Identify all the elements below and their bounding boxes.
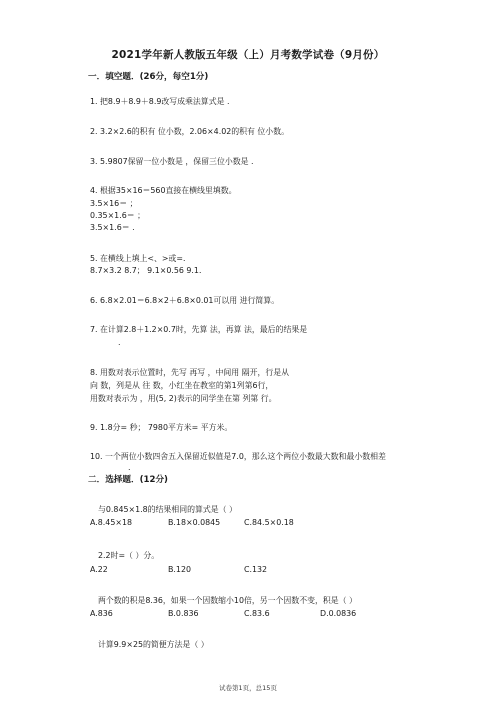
question-8-line-1: 8. 用数对表示位置时，先写 再写 ，中间用 隔开，行是从 xyxy=(90,368,290,377)
question-6: 6. 6.8×2.01＝6.8×2＋6.8×0.01可以用 进行简算。 xyxy=(90,296,280,305)
question-3: 3. 5.9807保留一位小数是 ，保留三位小数是 . xyxy=(90,157,254,166)
question-5-line: 8.7×3.2 8.7； 9.1×0.56 9.1． xyxy=(90,266,207,275)
question-8-line-2: 向 数，列是从 往 数，小红坐在教室的第1列第6行， xyxy=(90,381,274,390)
choice-1-option-c: C.84.5×0.18 xyxy=(244,518,294,527)
choice-1-option-b: B.18×0.0845 xyxy=(168,518,221,527)
choice-3-option-a: A.836 xyxy=(90,609,113,618)
choice-3-stem: 两个数的积是8.36，如果一个因数缩小10倍，另一个因数不变，积是（ ） xyxy=(98,596,357,605)
question-1: 1. 把8.9＋8.9＋8.9改写成乘法算式是 . xyxy=(90,97,230,106)
choice-2-option-c: C.132 xyxy=(244,565,268,574)
choice-3-option-c: C.83.6 xyxy=(244,609,270,618)
choice-1-stem: 与0.845×1.8的结果相同的算式是（ ） xyxy=(98,505,237,514)
question-4-line-3: 3.5×1.6＝ . xyxy=(90,223,135,232)
exam-title: 2021学年新人教版五年级（上）月考数学试卷（9月份） xyxy=(111,49,385,61)
section-fill-in-heading: 一．填空题．(26分，每空1分) xyxy=(88,72,209,82)
question-4-line-2: 0.35×1.6＝ ； xyxy=(90,211,146,220)
question-5-stem: 5. 在横线上填上<、>或=． xyxy=(90,254,191,263)
question-4-line-1: 3.5×16＝ ； xyxy=(90,199,138,208)
choice-2-option-b: B.120 xyxy=(168,565,191,574)
question-10-line-2: . xyxy=(128,463,131,472)
question-4-stem: 4. 根据35×16＝560直接在横线里填数。 xyxy=(90,186,237,195)
question-8-line-3: 用数对表示为 ，用(5, 2)表示的同学坐在第 列第 行。 xyxy=(90,394,277,403)
question-7-line-2: . xyxy=(118,338,121,347)
choice-2-option-a: A.22 xyxy=(90,565,108,574)
question-10-line-1: 10. 一个两位小数四舍五入保留近似值是7.0，那么这个两位小数最大数和最小数相差 xyxy=(90,452,386,461)
choice-1-option-a: A.8.45×18 xyxy=(90,518,132,527)
choice-4-stem: 计算9.9×25的简便方法是（ ） xyxy=(98,640,209,649)
section-choice-heading: 二．选择题．(12分) xyxy=(88,475,168,485)
choice-3-option-d: D.0.0836 xyxy=(320,609,357,618)
question-2: 2. 3.2×2.6的积有 位小数，2.06×4.02的积有 位小数。 xyxy=(90,127,289,136)
page-footer: 试卷第1页，总15页 xyxy=(219,684,277,692)
choice-3-option-b: B.0.836 xyxy=(168,609,199,618)
question-9: 9. 1.8分= 秒； 7980平方米= 平方米。 xyxy=(90,423,233,432)
choice-2-stem: 2.2时=（ ）分。 xyxy=(98,551,160,560)
question-7-line-1: 7. 在计算2.8＋1.2×0.7时，先算 法，再算 法，最后的结果是 xyxy=(90,325,308,334)
